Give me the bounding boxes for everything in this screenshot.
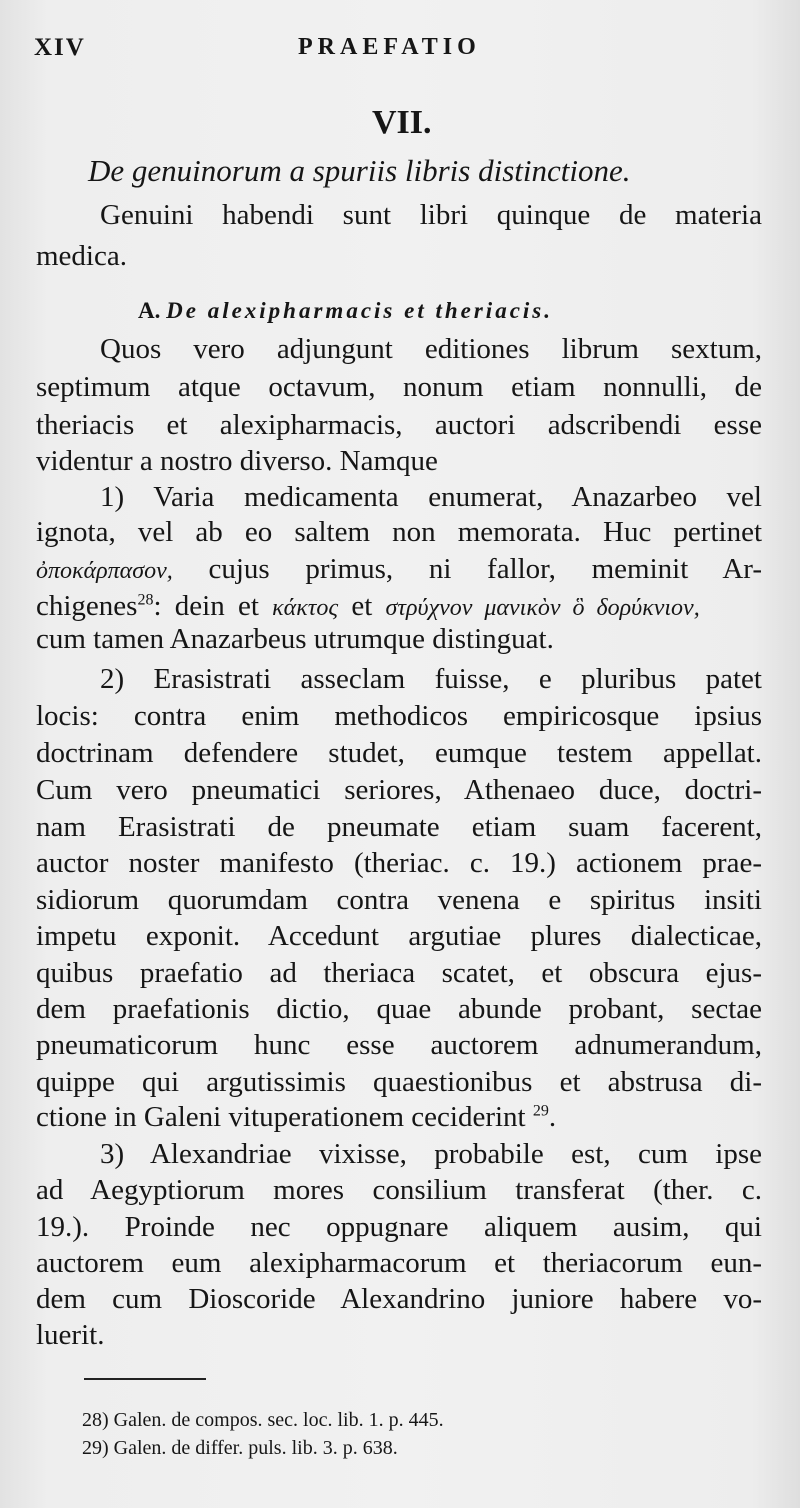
running-title: PRAEFATIO	[298, 34, 481, 60]
footnote-ref: 28	[137, 591, 154, 609]
text-span: chigenes	[36, 590, 138, 622]
text-line: 2) Erasistrati asseclam fuisse, e pluribus patet	[100, 663, 762, 695]
subsection-label: De alexipharmacis et theriacis.	[166, 298, 553, 323]
section-number: VII.	[372, 104, 432, 141]
text-line: auctor noster manifesto (theriac. c. 19.) actionem prae-	[36, 847, 762, 879]
intro-line: medica.	[36, 240, 127, 272]
greek-word: κάκτος	[272, 595, 339, 621]
text-line: dem cum Dioscoride Alexandrino juniore habere vo-	[36, 1283, 762, 1315]
intro-line: Genuini habendi sunt libri quinque de materia	[100, 199, 762, 231]
section-title: De genuinorum a spuriis libris distinctione.	[88, 153, 631, 188]
text-line: impetu exponit. Accedunt argutiae plures dialecticae,	[36, 920, 762, 952]
text-line: Cum vero pneumatici seriores, Athenaeo duce, doctri-	[36, 774, 762, 806]
text-line: Quos vero adjungunt editiones librum sextum,	[100, 333, 762, 365]
text-line: ad Aegyptiorum mores consilium transferat (ther. c.	[36, 1174, 762, 1206]
text-line: auctorem eum alexipharmacorum et theriacorum eun-	[36, 1247, 762, 1279]
text-span: .	[548, 1101, 557, 1133]
text-line: videntur a nostro diverso. Namque	[36, 445, 438, 477]
footnote-ref: 29	[532, 1102, 549, 1120]
text-line: cum tamen Anazarbeus utrumque distinguat.	[36, 623, 554, 655]
text-line: 19.). Proinde nec oppugnare aliquem ausim, qui	[36, 1211, 762, 1243]
text-line: pneumaticorum hunc esse auctorem adnumerandum,	[36, 1029, 762, 1061]
text-line: nam Erasistrati de pneumate etiam suam facerent,	[36, 811, 762, 843]
text-span: et	[351, 590, 373, 622]
text-line: quibus praefatio ad theriaca scatet, et obscura ejus-	[36, 957, 762, 989]
text-line: quippe qui argutissimis quaestionibus et abstrusa di-	[36, 1066, 762, 1098]
footnote-divider	[84, 1378, 206, 1380]
footnote: 29) Galen. de differ. puls. lib. 3. p. 638.	[82, 1437, 398, 1459]
text-line: ignota, vel ab eo saltem non memorata. Huc pertinet	[36, 516, 762, 548]
footnote: 28) Galen. de compos. sec. loc. lib. 1. p. 445.	[82, 1409, 444, 1431]
text-span: ctione in Galeni vituperationem ceciderint	[36, 1101, 526, 1133]
text-line: doctrinam defendere studet, eumque testem appellat.	[36, 737, 762, 769]
text-line: dem praefationis dictio, quae abunde probant, sectae	[36, 993, 762, 1025]
text-span: cujus primus, ni fallor, meminit Ar-	[208, 553, 763, 585]
text-line: 3) Alexandriae vixisse, probabile est, cum ipse	[100, 1138, 762, 1170]
text-line: 1) Varia medicamenta enumerat, Anazarbeo vel	[100, 481, 762, 513]
text-line: sidiorum quorumdam contra venena e spiritus insiti	[36, 884, 762, 916]
page-number: XIV	[34, 34, 86, 61]
text-line: locis: contra enim methodicos empiricosque ipsius	[36, 700, 762, 732]
greek-phrase: στρύχνον μανικὸν ὃ δορύκνιον,	[385, 595, 700, 621]
text-line	[36, 1100, 762, 1135]
text-line: septimum atque octavum, nonum etiam nonnulli, de	[36, 371, 762, 403]
text-line	[36, 552, 762, 589]
text-line: theriacis et alexipharmacis, auctori adscribendi esse	[36, 409, 762, 441]
subsection-letter: A.	[138, 298, 161, 323]
text-line: luerit.	[36, 1319, 105, 1351]
text-span: : dein et	[153, 590, 259, 622]
subsection-heading	[138, 298, 553, 324]
text-line	[36, 589, 762, 626]
greek-word: ὀποκάρπασον,	[36, 558, 173, 584]
